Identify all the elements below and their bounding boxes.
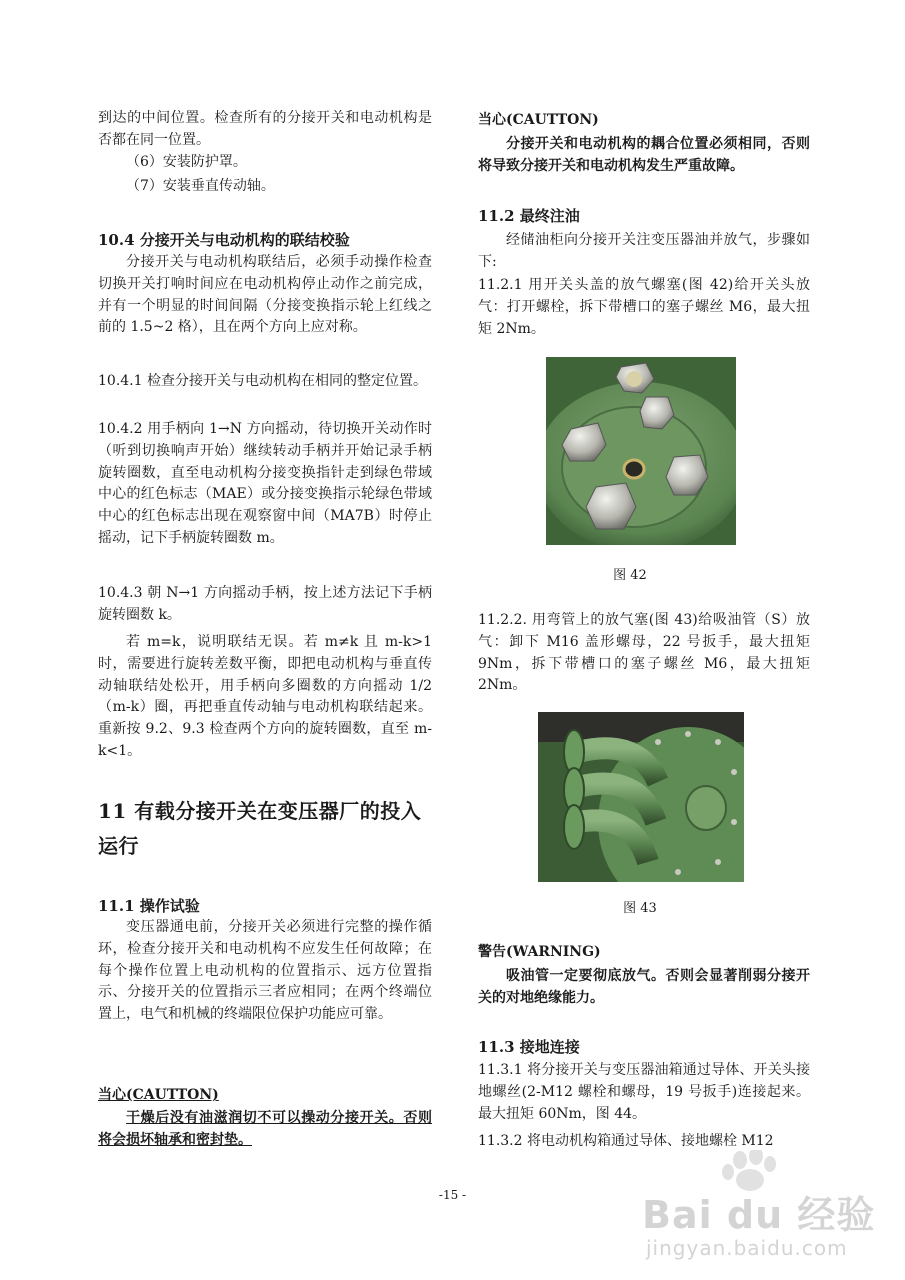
caution-text: 分接开关和电动机构的耦合位置必须相同，否则将导致分接开关和电动机构发生严重故障。 bbox=[478, 136, 810, 174]
watermark-url: jingyan.baidu.com bbox=[646, 1236, 848, 1260]
paragraph: 10.4.3 朝 N→1 方向摇动手柄，按上述方法记下手柄旋转圈数 k。 bbox=[98, 585, 432, 623]
paragraph: 11.3.2 将电动机构箱通过导体、接地螺栓 M12 bbox=[478, 1133, 774, 1149]
caution-text: 干燥后没有油滋润切不可以操动分接开关。否则将会损坏轴承和密封垫。 bbox=[98, 1110, 432, 1148]
figure-43-photo bbox=[538, 712, 744, 882]
caution-title: 当心(CAUTTON) bbox=[98, 1087, 219, 1103]
page-number: -15 - bbox=[438, 1188, 467, 1202]
figure-43-caption: 图 43 bbox=[623, 901, 657, 916]
paragraph: 若 m=k，说明联结无误。若 m≠k 且 m-k>1 时，需要进行旋转差数平衡，即把电动机构与垂直传动轴联结处松开，用手柄向多圈数的方向摇动 1/2（m-k）圈，再把垂直传动轴与电动机构联结起来。重新按 9.2、9.3 检查两个方向的旋转圈数，直至 m-k<1。 bbox=[98, 634, 432, 759]
list-item: （7）安装垂直传动轴。 bbox=[126, 178, 275, 194]
chapter-heading-11: 11 有载分接开关在变压器厂的投入运行 bbox=[98, 799, 422, 858]
oil-pipe-illustration bbox=[538, 712, 744, 882]
paragraph: 11.2.2. 用弯管上的放气塞(图 43)给吸油管（S）放气：卸下 M16 盖形螺母，22 号扳手，最大扭矩 9Nm，拆下带槽口的塞子螺丝 M6，最大扭矩 2Nm。 bbox=[478, 612, 810, 694]
section-heading-10-4: 10.4 分接开关与电动机构的联结校验 bbox=[98, 231, 350, 249]
paragraph: 10.4.1 检查分接开关与电动机构在相同的整定位置。 bbox=[98, 373, 427, 389]
caution-title: 当心(CAUTTON) bbox=[478, 112, 599, 128]
paragraph: 经储油柜向分接开关注变压器油并放气，步骤如下: bbox=[478, 232, 810, 270]
figure-42-caption: 图 42 bbox=[613, 568, 647, 583]
section-heading-11-3: 11.3 接地连接 bbox=[478, 1038, 580, 1056]
valve-cover-illustration bbox=[546, 357, 736, 545]
paragraph: 分接开关与电动机构联结后，必须手动操作检查切换开关打响时间应在电动机构停止动作之前完成，并有一个明显的时间间隔（分接变换指示轮上红线之前的 1.5~2 格），且在两个方向上应对称。 bbox=[98, 254, 432, 336]
warning-text: 吸油管一定要彻底放气。否则会显著削弱分接开关的对地绝缘能力。 bbox=[478, 968, 810, 1006]
watermark-brand: Bai du 经验 bbox=[642, 1193, 876, 1237]
paragraph: 10.4.2 用手柄向 1→N 方向摇动，待切换开关动作时（听到切换响声开始）继续转动手柄并开始记录手柄旋转圈数，直至电动机构分接变换指针走到绿色带域中心的红色标志（MAE）或分接变换指示轮绿色带域中心的红色标志出现在观察窗中间（MA7B）时停止摇动，记下手柄旋转圈数 m。 bbox=[98, 421, 432, 546]
paragraph: 变压器通电前，分接开关必须进行完整的操作循环，检查分接开关和电动机构不应发生任何故障；在每个操作位置上电动机构的位置指示、远方位置指示、分接开关的位置指示三者应相同；在两个终端位置上，电气和机械的终端限位保护功能应可靠。 bbox=[98, 919, 432, 1023]
baidu-watermark bbox=[636, 1150, 876, 1268]
section-heading-11-1: 11.1 操作试验 bbox=[98, 897, 200, 915]
warning-title: 警告(WARNING) bbox=[478, 944, 601, 960]
paragraph: 11.2.1 用开关头盖的放气螺塞(图 42)给开关头放气：打开螺栓，拆下带槽口的塞子螺丝 M6，最大扭矩 2Nm。 bbox=[478, 277, 810, 337]
list-item: （6）安装防护罩。 bbox=[126, 154, 247, 170]
section-heading-11-2: 11.2 最终注油 bbox=[478, 207, 580, 225]
paragraph: 11.3.1 将分接开关与变压器油箱通过导体、开关头接地螺丝(2-M12 螺栓和螺母，19 号扳手)连接起来。最大扭矩 60Nm，图 44。 bbox=[478, 1062, 810, 1122]
paragraph: 到达的中间位置。检查所有的分接开关和电动机构是否都在同一位置。 bbox=[98, 110, 432, 148]
figure-42-photo bbox=[546, 357, 736, 545]
